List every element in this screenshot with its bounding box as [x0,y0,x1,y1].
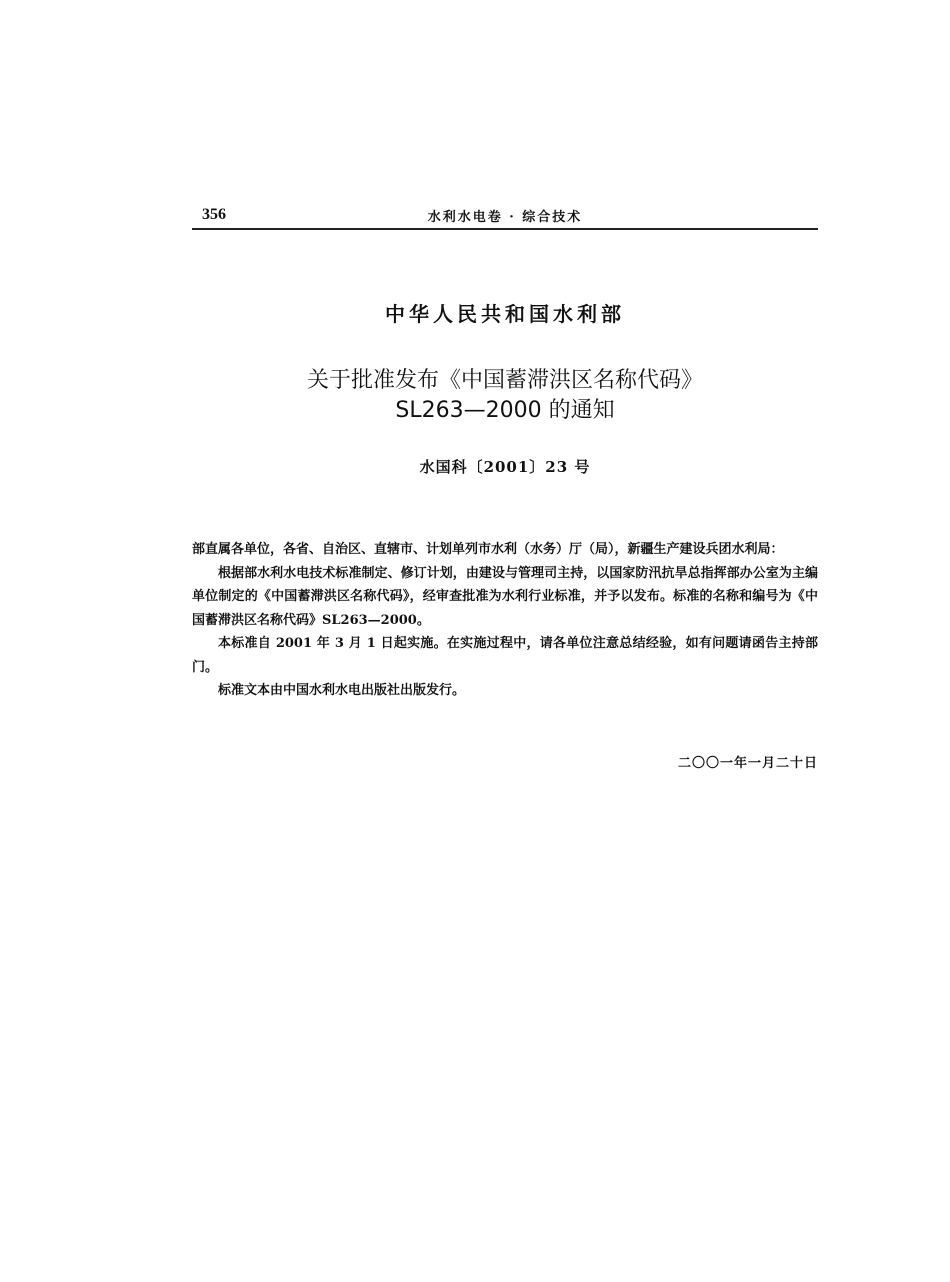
notice-title [192,366,818,426]
notice-title-line-2: SL263—2000 的通知 [395,398,615,423]
salutation: 部直属各单位，各省、自治区、直辖市、计划单列市水利（水务）厅（局），新疆生产建设兵团水利局： [192,542,784,557]
body-paragraph: 本标准自 2001 年 3 月 1 日起实施。在实施过程中，请各单位注意总结经验，如有问题请函告主持部门。 [192,636,818,675]
header-rule [192,228,818,230]
page-header [192,200,818,230]
issuing-organization: 中华人民共和国水利部 [385,302,625,326]
running-head: 水利水电卷 · 综合技术 [427,210,583,225]
document-number: 水国科〔2001〕23 号 [419,458,591,476]
issue-date: 二〇〇一年一月二十日 [677,756,818,771]
notice-title-line-1: 关于批准发布《中国蓄滞洪区名称代码》 [306,368,703,393]
notice-body [192,538,818,703]
body-paragraph: 标准文本由中国水利水电出版社出版发行。 [218,683,466,698]
body-paragraph: 根据部水利水电技术标准制定、修订计划，由建设与管理司主持，以国家防汛抗旱总指挥部办公室为主编单位制定的《中国蓄滞洪区名称代码》，经审查批准为水利行业标准，并予以发布。标准的名称和编号为《中国蓄滞洪区名称代码》SL263—2000。 [192,565,818,628]
page-number: 356 [202,206,226,223]
